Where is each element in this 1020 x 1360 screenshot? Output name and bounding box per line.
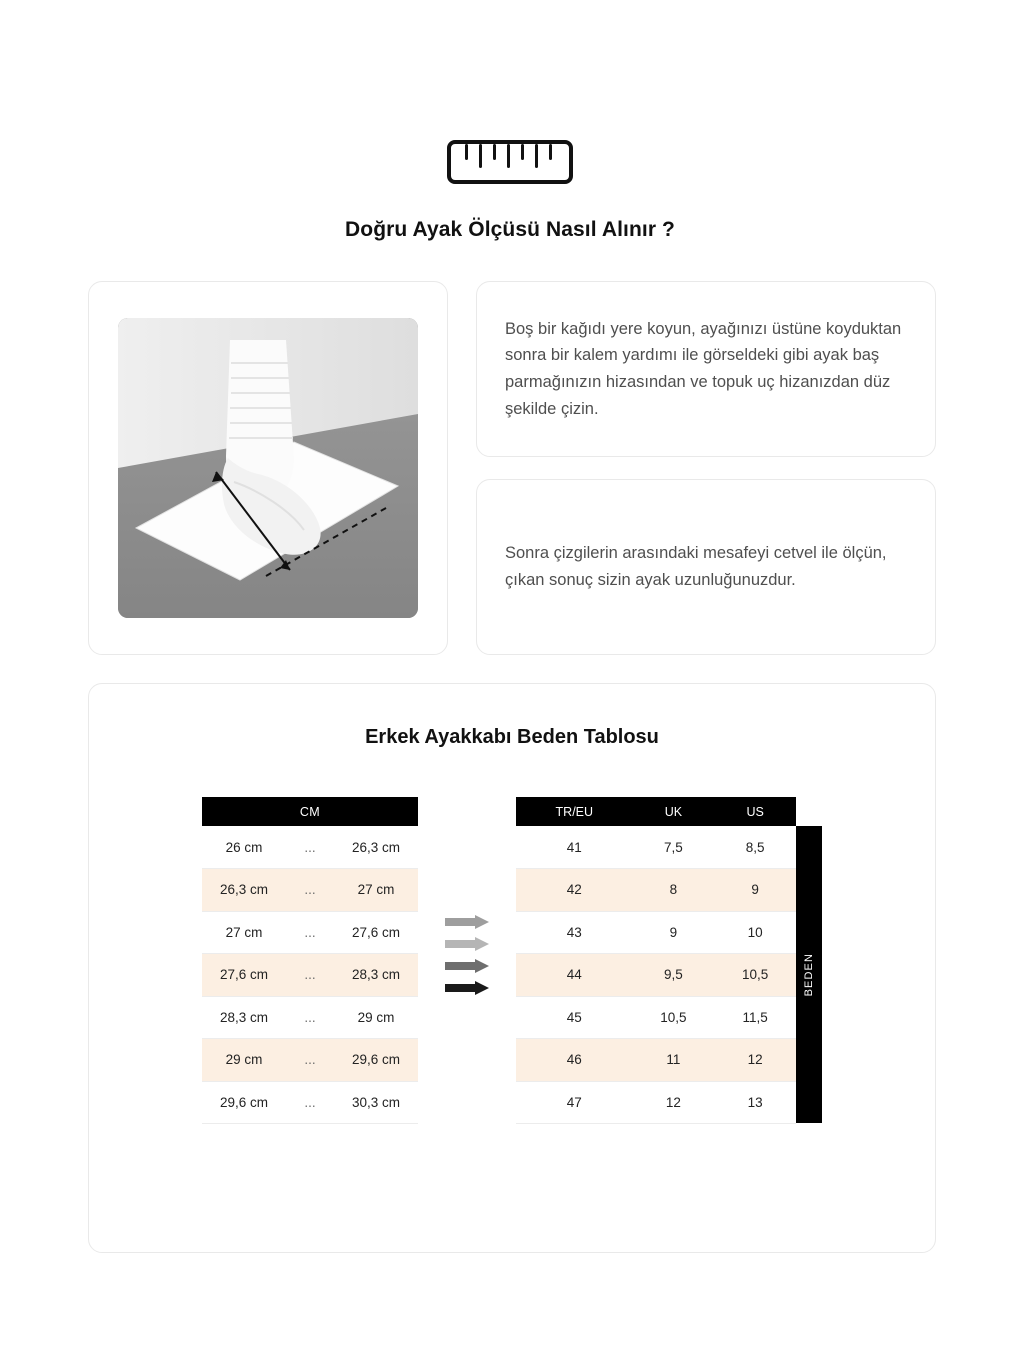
table-row [516,1081,796,1124]
instruction-text-1: Boş bir kağıdı yere koyun, ayağınızı üstüne koyduktan sonra bir kalem yardımı ile görseldeki gibi ayak baş parmağınızın hizasından ve topuk uç hizanızdan düz şekilde çizin. [505,319,902,418]
cm-from: 29,6 cm [202,1081,286,1124]
intro-section [88,281,936,655]
cm-table-header: CM [202,797,418,826]
table-row [202,826,418,869]
cm-from: 27 cm [202,911,286,954]
foot-measure-illustration [118,318,418,618]
size-us: 13 [714,1081,796,1124]
cm-to: 27 cm [334,869,418,912]
table-row [516,954,796,997]
arrow-icon [445,981,489,994]
foot-measure-photo [118,318,418,618]
size-uk: 11 [633,1039,715,1082]
size-us: 10,5 [714,954,796,997]
beden-side-label-text: BEDEN [803,952,815,997]
conversion-arrows [418,797,516,994]
cm-to: 29 cm [334,996,418,1039]
size-us: 8,5 [714,826,796,869]
table-row [516,1039,796,1082]
size-treu: 42 [516,869,633,912]
size-uk: 12 [633,1081,715,1124]
size-treu: 45 [516,996,633,1039]
cm-to: 28,3 cm [334,954,418,997]
cm-dots: ... [286,1039,334,1082]
beden-side-label [796,826,822,1123]
size-uk: 7,5 [633,826,715,869]
size-us: 10 [714,911,796,954]
table-row [202,1039,418,1082]
size-treu: 41 [516,826,633,869]
cm-from: 29 cm [202,1039,286,1082]
size-uk: 9 [633,911,715,954]
ruler-icon-wrapper [0,140,1020,184]
cm-dots: ... [286,869,334,912]
cm-from: 27,6 cm [202,954,286,997]
arrow-icon [445,915,489,928]
size-us: 12 [714,1039,796,1082]
table-row [516,996,796,1039]
size-table [516,797,796,1124]
size-header-uk: UK [633,797,715,826]
table-row [202,954,418,997]
size-tables [89,797,935,1124]
photo-card [88,281,448,655]
cm-to: 27,6 cm [334,911,418,954]
size-uk: 8 [633,869,715,912]
size-header-us: US [714,797,796,826]
size-us: 9 [714,869,796,912]
table-row [516,826,796,869]
instruction-card-2 [476,479,936,655]
size-treu: 47 [516,1081,633,1124]
instruction-card-1 [476,281,936,457]
cm-dots: ... [286,1081,334,1124]
cm-dots: ... [286,911,334,954]
cm-dots: ... [286,826,334,869]
table-row [202,1081,418,1124]
cm-to: 29,6 cm [334,1039,418,1082]
cm-dots: ... [286,954,334,997]
cm-from: 26,3 cm [202,869,286,912]
size-header-treu: TR/EU [516,797,633,826]
cm-from: 28,3 cm [202,996,286,1039]
size-chart-card [88,683,936,1253]
size-us: 11,5 [714,996,796,1039]
instruction-text-2: Sonra çizgilerin arasındaki mesafeyi cetvel ile ölçün, çıkan sonuç sizin ayak uzunluğunuzdur. [505,544,887,589]
size-treu: 46 [516,1039,633,1082]
cm-dots: ... [286,996,334,1039]
cm-table [202,797,418,1124]
table-row [516,869,796,912]
arrow-icon [445,937,489,950]
page-title: Doğru Ayak Ölçüsü Nasıl Alınır ? [345,218,675,241]
table-row [202,869,418,912]
cm-to: 30,3 cm [334,1081,418,1124]
arrow-icon [445,959,489,972]
size-uk: 10,5 [633,996,715,1039]
instructions-column [476,281,936,655]
cm-to: 26,3 cm [334,826,418,869]
ruler-icon [447,140,573,184]
size-uk: 9,5 [633,954,715,997]
table-row [202,996,418,1039]
cm-from: 26 cm [202,826,286,869]
table-row [516,911,796,954]
size-chart-title: Erkek Ayakkabı Beden Tablosu [365,726,659,748]
size-treu: 43 [516,911,633,954]
table-row [202,911,418,954]
size-treu: 44 [516,954,633,997]
